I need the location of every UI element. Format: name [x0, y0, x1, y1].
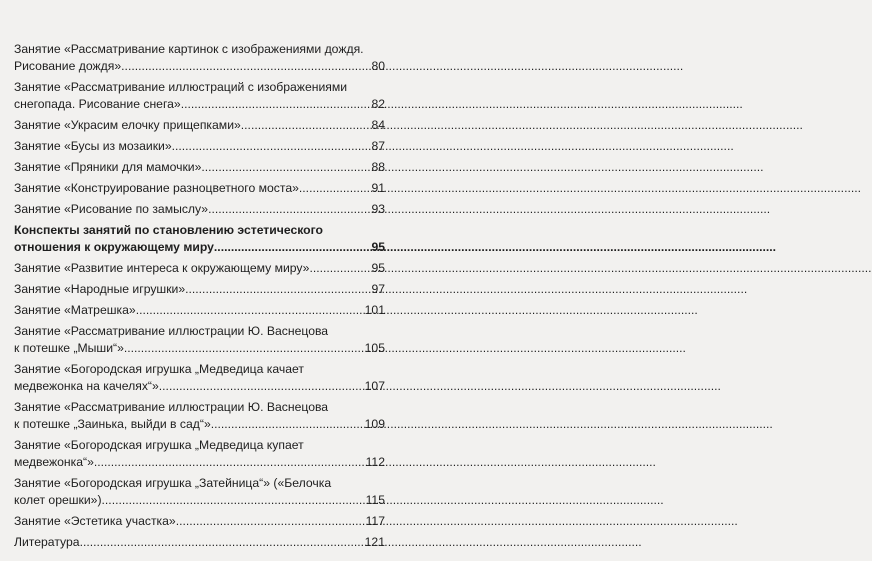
page-number: 88: [371, 160, 385, 174]
toc-entry-line: [14, 239, 385, 256]
toc-entry-title: медвежонка на качелях“»: [14, 379, 159, 393]
toc-entry: [14, 117, 385, 134]
page-number: 115: [365, 493, 385, 507]
page-number: 105: [364, 341, 385, 355]
page-number: 95: [371, 240, 385, 254]
toc-entry-title-line: Занятие «Богородская игрушка „Медведица купает: [14, 438, 304, 452]
toc-entry: [14, 260, 385, 277]
page-number: 93: [371, 202, 385, 216]
page-number: 112: [365, 455, 385, 469]
dot-leader: [181, 96, 371, 113]
toc-entry-line: [14, 117, 385, 134]
toc-entry-title: снегопада. Рисование снега»: [14, 97, 181, 111]
toc-entry: [14, 180, 385, 197]
page-number: 82: [371, 97, 385, 111]
toc-entry-title-line: Занятие «Рассматривание иллюстраций с изображениями: [14, 80, 348, 94]
toc-entry: [14, 79, 385, 113]
toc-entry-title: Занятие «Рисование по замыслу»: [14, 202, 209, 216]
toc-entry-title: Занятие «Украсим елочку прищепками»: [14, 118, 241, 132]
toc-list: [14, 41, 385, 551]
toc-entry-title: Рисование дождя»: [14, 59, 122, 73]
dot-leader: [185, 281, 370, 298]
toc-entry-line: [14, 454, 385, 471]
toc-entry-line: [14, 201, 385, 218]
toc-entry-title-line: Занятие «Богородская игрушка „Медведица качает: [14, 362, 304, 376]
toc-entry-title: Занятие «Развитие интереса к окружающему миру»: [14, 261, 310, 275]
dot-leader: [201, 159, 370, 176]
toc-entry-title: Занятие «Конструирование разноцветного моста»: [14, 181, 299, 195]
page-number: 97: [371, 282, 385, 296]
table-of-contents: [14, 41, 385, 555]
toc-entry-title: Литература: [14, 535, 80, 549]
toc-entry: [14, 323, 385, 357]
toc-entry-line: [14, 378, 385, 395]
page-number: 87: [371, 139, 385, 153]
dot-leader: [159, 378, 364, 395]
toc-entry-title-line: Конспекты занятий по становлению эстетического: [14, 223, 323, 237]
toc-entry-title: отношения к окружающему миру: [14, 240, 214, 254]
toc-entry: [14, 201, 385, 218]
toc-entry-line: [14, 416, 385, 433]
dot-leader: [299, 180, 371, 197]
toc-entry-title: колет орешки»): [14, 493, 102, 507]
toc-entry-line: [14, 281, 385, 298]
dot-leader: [172, 138, 371, 155]
toc-entry-title: к потешке „Заинька, выйди в сад“»: [14, 417, 211, 431]
toc-entry: [14, 399, 385, 433]
toc-entry: [14, 437, 385, 471]
dot-leader: [309, 260, 370, 277]
toc-entry-line: [14, 302, 385, 319]
dot-leader: [94, 454, 365, 471]
toc-entry: [14, 159, 385, 176]
toc-entry-line: [14, 159, 385, 176]
dot-leader: [214, 239, 371, 256]
toc-entry-line: [14, 260, 385, 277]
toc-entry-title: Занятие «Пряники для мамочки»: [14, 160, 202, 174]
toc-entry-title: Занятие «Бусы из мозаики»: [14, 139, 172, 153]
dot-leader: [208, 201, 370, 218]
toc-entry-title: Занятие «Народные игрушки»: [14, 282, 186, 296]
dot-leader: [124, 340, 364, 357]
page-number: 80: [371, 59, 385, 73]
toc-entry-title: к потешке „Мыши“»: [14, 341, 124, 355]
toc-entry-line: [14, 180, 385, 197]
dot-leader: [121, 58, 370, 75]
toc-entry-line: [14, 340, 385, 357]
toc-entry: [14, 138, 385, 155]
toc-entry-title-line: Занятие «Рассматривание иллюстрации Ю. Васнецова: [14, 400, 329, 414]
dot-leader: [241, 117, 371, 134]
toc-entry: [14, 281, 385, 298]
toc-section-heading: [14, 222, 385, 256]
page-number: 121: [364, 535, 385, 549]
page-number: 95: [371, 261, 385, 275]
show-through-text: [14, 490, 385, 561]
toc-entry-title-line: Занятие «Богородская игрушка „Затейница“» («Белочка: [14, 476, 332, 490]
toc-entry: [14, 41, 385, 75]
toc-entry: [14, 302, 385, 319]
toc-entry-title: Занятие «Эстетика участка»: [14, 514, 176, 528]
dot-leader: [211, 416, 364, 433]
page-number: 91: [371, 181, 385, 195]
dot-leader: [136, 302, 364, 319]
page-number: 84: [371, 118, 385, 132]
toc-entry-title: Занятие «Матрешка»: [14, 303, 136, 317]
toc-entry-line: [14, 138, 385, 155]
toc-entry-title-line: Занятие «Рассматривание картинок с изображениями дождя.: [14, 42, 364, 56]
toc-entry-line: [14, 96, 385, 113]
page-number: 117: [365, 514, 385, 528]
toc-entry: [14, 361, 385, 395]
page-number: 109: [364, 417, 385, 431]
page-number: 101: [364, 303, 385, 317]
toc-entry-title-line: Занятие «Рассматривание иллюстрации Ю. Васнецова: [14, 324, 329, 338]
toc-entry-line: [14, 58, 385, 75]
toc-entry-title: медвежонка“»: [14, 455, 94, 469]
page-number: 107: [364, 379, 385, 393]
